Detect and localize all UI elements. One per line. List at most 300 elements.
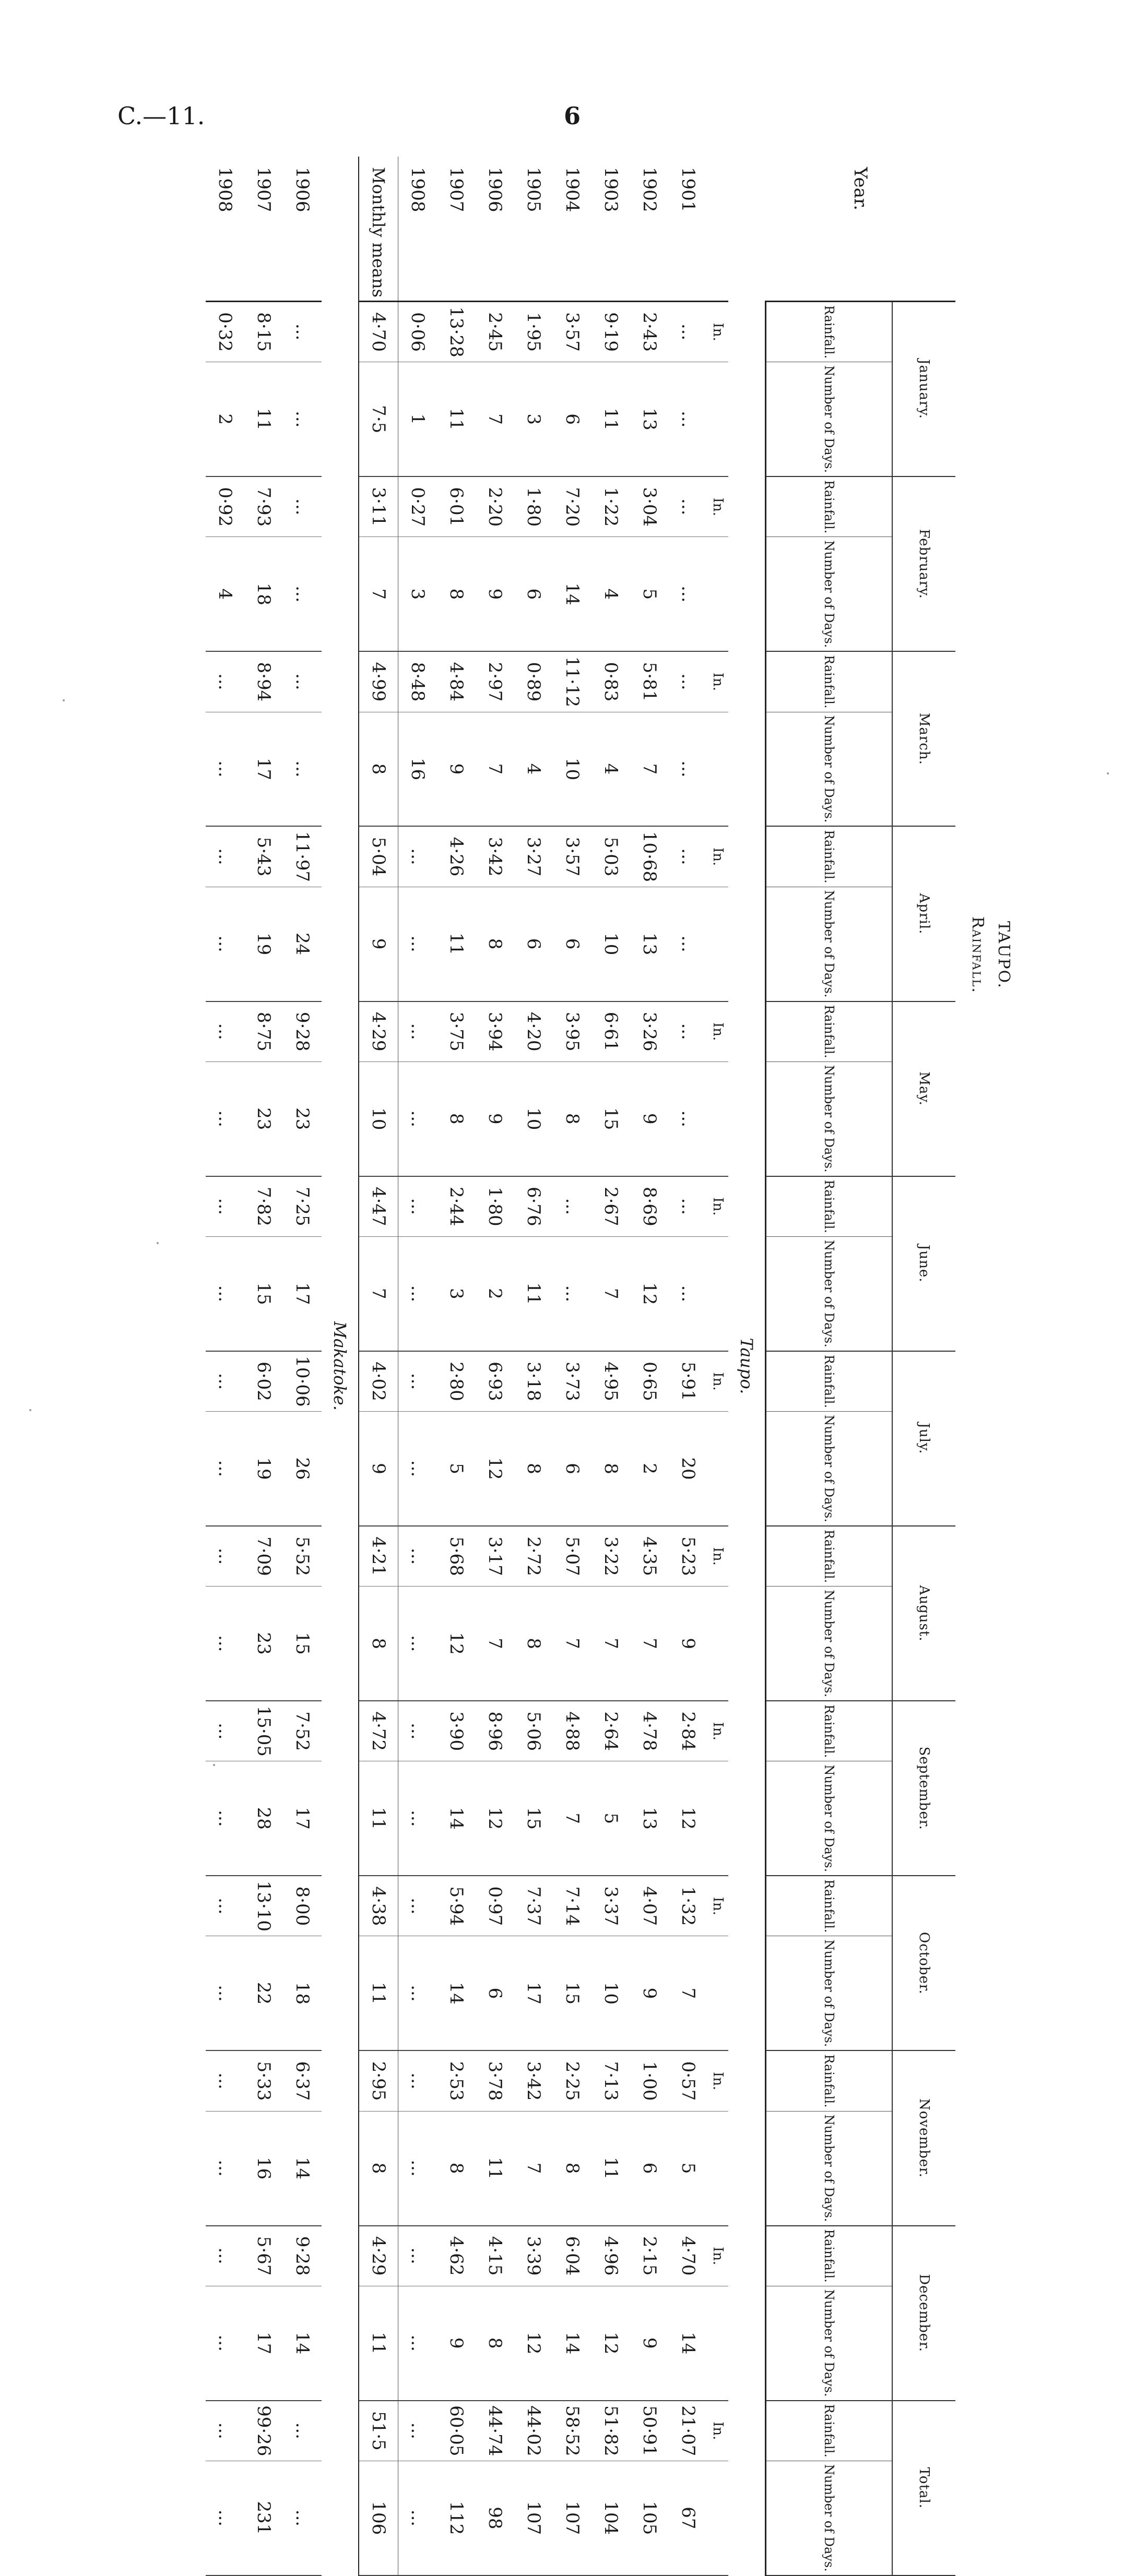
- rainfall-cell: 7·82: [244, 1176, 283, 1237]
- days-cell: ...: [669, 712, 707, 826]
- days-cell: ...: [398, 887, 437, 1001]
- days-cell: 12: [669, 1761, 707, 1876]
- rainfall-cell: 2·72: [514, 1526, 553, 1587]
- days-cell: ...: [398, 1236, 437, 1351]
- days-cell: 13: [630, 362, 669, 476]
- rainfall-cell: 5·07: [553, 1526, 592, 1587]
- year-cell: 1907: [437, 157, 476, 301]
- unit-label: In.: [707, 2401, 728, 2461]
- days-cell: 9: [437, 712, 476, 826]
- rainfall-cell: 6·93: [476, 1351, 514, 1412]
- days-subheader: Number of Days.: [766, 1936, 893, 2050]
- rainfall-cell: 0·92: [206, 476, 244, 537]
- year-cell: 1903: [592, 157, 630, 301]
- rainfall-subheader: Rainfall.: [766, 476, 893, 537]
- unit-label: In.: [707, 2050, 728, 2111]
- table-row: [244, 157, 283, 2575]
- rainfall-cell: 2·20: [476, 476, 514, 537]
- rainfall-cell: 3·26: [630, 1001, 669, 1062]
- rainfall-cell: 8·96: [476, 1701, 514, 1761]
- mean-days-cell: 7: [359, 1236, 398, 1351]
- rainfall-subheader: Rainfall.: [766, 2050, 893, 2111]
- page-header-left: C.—11.: [117, 102, 205, 130]
- days-cell: ...: [283, 537, 322, 651]
- rainfall-cell: 51·82: [592, 2401, 630, 2461]
- rainfall-cell: 3·37: [592, 1876, 630, 1936]
- rainfall-cell: 0·97: [476, 1876, 514, 1936]
- unit-blank: [707, 2286, 728, 2400]
- days-cell: 8: [592, 1412, 630, 1526]
- unit-blank: [707, 362, 728, 476]
- rainfall-subheader: Rainfall.: [766, 651, 893, 712]
- unit-label: In.: [707, 1351, 728, 1412]
- days-cell: ...: [206, 1936, 244, 2050]
- days-cell: 7: [553, 1587, 592, 1701]
- unit-label: In.: [707, 826, 728, 887]
- year-cell: 1902: [630, 157, 669, 301]
- days-cell: ...: [398, 2286, 437, 2400]
- days-cell: ...: [398, 1062, 437, 1176]
- days-cell: 17: [244, 712, 283, 826]
- rainfall-cell: 1·80: [476, 1176, 514, 1237]
- rainfall-cell: 3·17: [476, 1526, 514, 1587]
- days-cell: ...: [206, 712, 244, 826]
- year-cell: 1908: [398, 157, 437, 301]
- days-cell: 17: [244, 2286, 283, 2400]
- rainfall-cell: 8·94: [244, 651, 283, 712]
- rainfall-cell: 7·09: [244, 1526, 283, 1587]
- days-subheader: Number of Days.: [766, 362, 893, 476]
- rainfall-cell: 15·05: [244, 1701, 283, 1761]
- rainfall-cell: 10·06: [283, 1351, 322, 1412]
- rainfall-cell: 1·00: [630, 2050, 669, 2111]
- rainfall-cell: 1·95: [514, 301, 553, 362]
- days-cell: 107: [514, 2461, 553, 2575]
- rainfall-cell: 3·95: [553, 1001, 592, 1062]
- days-cell: 15: [514, 1761, 553, 1876]
- rotated-table-block: [204, 157, 1018, 2572]
- table-row: [283, 157, 322, 2575]
- month-header: June.: [892, 1176, 955, 1351]
- days-cell: 11: [514, 1236, 553, 1351]
- rainfall-cell: 4·15: [476, 2226, 514, 2286]
- rainfall-cell: 2·44: [437, 1176, 476, 1237]
- rainfall-cell: 6·76: [514, 1176, 553, 1237]
- rainfall-subheader: Rainfall.: [766, 1001, 893, 1062]
- rainfall-cell: 3·22: [592, 1526, 630, 1587]
- rainfall-cell: ...: [398, 1176, 437, 1237]
- rainfall-subheader: Rainfall.: [766, 826, 893, 887]
- scan-speck: [213, 1764, 215, 1766]
- days-cell: ...: [283, 2461, 322, 2575]
- rainfall-cell: 4·35: [630, 1526, 669, 1587]
- rainfall-cell: ...: [669, 476, 707, 537]
- month-header: April.: [892, 826, 955, 1001]
- days-cell: 12: [592, 2286, 630, 2400]
- rainfall-cell: 3·18: [514, 1351, 553, 1412]
- rainfall-cell: ...: [669, 301, 707, 362]
- days-cell: 15: [244, 1236, 283, 1351]
- days-cell: 112: [437, 2461, 476, 2575]
- days-cell: 10: [553, 712, 592, 826]
- unit-label: In.: [707, 1001, 728, 1062]
- days-cell: 22: [244, 1936, 283, 2050]
- days-subheader: Number of Days.: [766, 2111, 893, 2225]
- rainfall-cell: 3·78: [476, 2050, 514, 2111]
- days-cell: 23: [283, 1062, 322, 1176]
- days-cell: 3: [437, 1236, 476, 1351]
- days-cell: ...: [398, 2461, 437, 2575]
- days-cell: 16: [398, 712, 437, 826]
- days-cell: 14: [553, 2286, 592, 2400]
- rainfall-cell: 1·80: [514, 476, 553, 537]
- days-cell: 8: [553, 1062, 592, 1176]
- rainfall-cell: 5·68: [437, 1526, 476, 1587]
- scan-speck: [1107, 772, 1109, 774]
- days-cell: 15: [283, 1587, 322, 1701]
- days-cell: 15: [553, 1936, 592, 2050]
- unit-label: In.: [707, 1526, 728, 1587]
- days-cell: 7: [476, 712, 514, 826]
- days-cell: ...: [206, 1587, 244, 1701]
- rainfall-cell: ...: [206, 1701, 244, 1761]
- scan-speck: [157, 1242, 159, 1244]
- rainfall-cell: 5·67: [244, 2226, 283, 2286]
- rainfall-cell: 2·15: [630, 2226, 669, 2286]
- unit-blank: [707, 1587, 728, 1701]
- rainfall-cell: 5·91: [669, 1351, 707, 1412]
- unit-label: In.: [707, 301, 728, 362]
- days-cell: 11: [437, 362, 476, 476]
- mean-days-cell: 8: [359, 712, 398, 826]
- rainfall-cell: ...: [398, 2226, 437, 2286]
- days-cell: ...: [206, 2461, 244, 2575]
- rainfall-cell: 4·84: [437, 651, 476, 712]
- rainfall-cell: 2·45: [476, 301, 514, 362]
- days-cell: 7: [630, 1587, 669, 1701]
- mean-rainfall-cell: 4·70: [359, 301, 398, 362]
- rainfall-cell: ...: [206, 1001, 244, 1062]
- rainfall-cell: 0·27: [398, 476, 437, 537]
- monthly-means-row: [359, 157, 398, 2575]
- days-cell: ...: [669, 362, 707, 476]
- rainfall-cell: 7·13: [592, 2050, 630, 2111]
- mean-days-cell: 8: [359, 2111, 398, 2225]
- days-cell: ...: [398, 1936, 437, 2050]
- rainfall-cell: 6·61: [592, 1001, 630, 1062]
- rainfall-cell: 2·67: [592, 1176, 630, 1237]
- rainfall-cell: 21·07: [669, 2401, 707, 2461]
- rainfall-cell: 5·43: [244, 826, 283, 887]
- days-cell: ...: [553, 1236, 592, 1351]
- mean-rainfall-cell: 3·11: [359, 476, 398, 537]
- rainfall-cell: 4·78: [630, 1701, 669, 1761]
- rainfall-cell: 99·26: [244, 2401, 283, 2461]
- mean-rainfall-cell: 51·5: [359, 2401, 398, 2461]
- days-cell: ...: [398, 2111, 437, 2225]
- days-cell: 11: [437, 887, 476, 1001]
- rainfall-cell: 10·68: [630, 826, 669, 887]
- table-row: [514, 157, 553, 2575]
- rainfall-cell: 13·10: [244, 1876, 283, 1936]
- days-subheader: Number of Days.: [766, 537, 893, 651]
- rainfall-cell: 4·95: [592, 1351, 630, 1412]
- days-cell: 7: [592, 1587, 630, 1701]
- rainfall-cell: 4·26: [437, 826, 476, 887]
- days-cell: 2: [476, 1236, 514, 1351]
- unit-blank: [707, 1236, 728, 1351]
- rainfall-cell: 3·90: [437, 1701, 476, 1761]
- rainfall-cell: 6·02: [244, 1351, 283, 1412]
- days-cell: 107: [553, 2461, 592, 2575]
- rainfall-cell: 3·57: [553, 301, 592, 362]
- days-cell: ...: [669, 537, 707, 651]
- page-number: 6: [564, 102, 581, 130]
- month-header: July.: [892, 1351, 955, 1526]
- days-cell: 10: [592, 1936, 630, 2050]
- days-cell: 6: [553, 1412, 592, 1526]
- rainfall-cell: 6·37: [283, 2050, 322, 2111]
- unit-label: In.: [707, 1176, 728, 1237]
- year-cell: 1905: [514, 157, 553, 301]
- rainfall-cell: 5·81: [630, 651, 669, 712]
- rainfall-cell: 0·65: [630, 1351, 669, 1412]
- rainfall-cell: ...: [283, 301, 322, 362]
- rainfall-cell: 3·57: [553, 826, 592, 887]
- rainfall-cell: 7·93: [244, 476, 283, 537]
- rainfall-cell: 9·28: [283, 2226, 322, 2286]
- days-cell: ...: [206, 2286, 244, 2400]
- days-cell: ...: [206, 887, 244, 1001]
- days-cell: 5: [630, 537, 669, 651]
- days-cell: 12: [514, 2286, 553, 2400]
- unit-label: In.: [707, 2226, 728, 2286]
- days-cell: 14: [283, 2111, 322, 2225]
- rainfall-cell: ...: [669, 1001, 707, 1062]
- rainfall-cell: 58·52: [553, 2401, 592, 2461]
- rainfall-cell: 2·64: [592, 1701, 630, 1761]
- rainfall-cell: ...: [669, 1176, 707, 1237]
- rainfall-subheader: Rainfall.: [766, 1351, 893, 1412]
- rainfall-subheader: Rainfall.: [766, 1526, 893, 1587]
- unit-blank: [707, 2461, 728, 2575]
- rainfall-cell: ...: [206, 651, 244, 712]
- days-cell: ...: [669, 887, 707, 1001]
- days-cell: 6: [553, 362, 592, 476]
- rainfall-cell: ...: [206, 1351, 244, 1412]
- rainfall-cell: 9·28: [283, 1001, 322, 1062]
- rainfall-cell: 0·06: [398, 301, 437, 362]
- rainfall-cell: ...: [206, 1526, 244, 1587]
- days-cell: 23: [244, 1587, 283, 1701]
- days-cell: 10: [514, 1062, 553, 1176]
- rainfall-cell: 3·39: [514, 2226, 553, 2286]
- days-cell: 17: [283, 1761, 322, 1876]
- days-cell: 9: [437, 2286, 476, 2400]
- mean-rainfall-cell: 4·29: [359, 2226, 398, 2286]
- rainfall-cell: ...: [398, 1526, 437, 1587]
- section-row: [322, 157, 359, 2575]
- rainfall-cell: 4·88: [553, 1701, 592, 1761]
- days-cell: 13: [630, 1761, 669, 1876]
- year-cell: 1907: [244, 157, 283, 301]
- days-cell: 6: [514, 537, 553, 651]
- days-cell: ...: [398, 1761, 437, 1876]
- days-cell: ...: [669, 1062, 707, 1176]
- rainfall-cell: 60·05: [437, 2401, 476, 2461]
- days-cell: 14: [283, 2286, 322, 2400]
- rainfall-table: [206, 157, 955, 2576]
- unit-label: In.: [707, 1876, 728, 1936]
- days-cell: 26: [283, 1412, 322, 1526]
- days-cell: ...: [398, 1412, 437, 1526]
- rainfall-cell: 8·75: [244, 1001, 283, 1062]
- days-cell: 19: [244, 887, 283, 1001]
- days-cell: 10: [592, 887, 630, 1001]
- month-header: December.: [892, 2226, 955, 2401]
- days-cell: 11: [592, 2111, 630, 2225]
- rainfall-cell: 3·04: [630, 476, 669, 537]
- days-cell: ...: [206, 1761, 244, 1876]
- days-cell: 6: [630, 2111, 669, 2225]
- rainfall-cell: ...: [669, 826, 707, 887]
- days-cell: 12: [437, 1587, 476, 1701]
- rainfall-cell: 4·20: [514, 1001, 553, 1062]
- rainfall-cell: 2·97: [476, 651, 514, 712]
- rainfall-cell: 7·25: [283, 1176, 322, 1237]
- mean-rainfall-cell: 4·47: [359, 1176, 398, 1237]
- days-subheader: Number of Days.: [766, 2286, 893, 2400]
- scan-speck: [29, 1409, 31, 1411]
- rainfall-cell: ...: [206, 826, 244, 887]
- rainfall-cell: 5·52: [283, 1526, 322, 1587]
- days-cell: 12: [630, 1236, 669, 1351]
- units-row: [707, 157, 728, 2575]
- days-cell: 7: [514, 2111, 553, 2225]
- days-cell: 11: [592, 362, 630, 476]
- mean-days-cell: 9: [359, 887, 398, 1001]
- year-cell: 1906: [283, 157, 322, 301]
- days-cell: 2: [630, 1412, 669, 1526]
- mean-rainfall-cell: 4·99: [359, 651, 398, 712]
- days-cell: 23: [244, 1062, 283, 1176]
- days-cell: 1: [398, 362, 437, 476]
- days-cell: 7: [630, 712, 669, 826]
- rainfall-cell: ...: [206, 2226, 244, 2286]
- rainfall-cell: 44·02: [514, 2401, 553, 2461]
- rainfall-cell: 2·80: [437, 1351, 476, 1412]
- days-subheader: Number of Days.: [766, 1062, 893, 1176]
- days-cell: 11: [476, 2111, 514, 2225]
- rainfall-subheader: Rainfall.: [766, 1701, 893, 1761]
- days-cell: ...: [206, 1412, 244, 1526]
- rainfall-cell: ...: [669, 651, 707, 712]
- subheader-row: [766, 157, 893, 2575]
- unit-blank: [707, 712, 728, 826]
- days-cell: 9: [476, 537, 514, 651]
- days-cell: 8: [437, 1062, 476, 1176]
- rainfall-cell: ...: [398, 2050, 437, 2111]
- days-cell: 9: [630, 1936, 669, 2050]
- section-label: Taupo.: [737, 1338, 756, 1394]
- days-cell: 6: [476, 1936, 514, 2050]
- days-cell: 16: [244, 2111, 283, 2225]
- rainfall-cell: 2·25: [553, 2050, 592, 2111]
- days-cell: 9: [630, 1062, 669, 1176]
- days-cell: 104: [592, 2461, 630, 2575]
- section-row: [728, 157, 766, 2575]
- rainfall-cell: 6·04: [553, 2226, 592, 2286]
- rainfall-cell: 7·20: [553, 476, 592, 537]
- unit-blank: [707, 537, 728, 651]
- days-cell: 5: [592, 1761, 630, 1876]
- month-header: March.: [892, 651, 955, 826]
- table-row: [398, 157, 437, 2575]
- unit-blank: [707, 887, 728, 1001]
- mean-days-cell: 11: [359, 1936, 398, 2050]
- rainfall-cell: ...: [398, 1351, 437, 1412]
- month-header-row: [892, 157, 955, 2575]
- days-cell: 19: [244, 1412, 283, 1526]
- days-cell: 18: [283, 1936, 322, 2050]
- days-cell: 8: [437, 2111, 476, 2225]
- days-subheader: Number of Days.: [766, 2461, 893, 2575]
- days-cell: 7: [476, 362, 514, 476]
- days-cell: 17: [514, 1936, 553, 2050]
- days-cell: ...: [669, 1236, 707, 1351]
- unit-blank: [707, 1062, 728, 1176]
- unit-blank: [707, 1936, 728, 2050]
- rainfall-cell: 0·57: [669, 2050, 707, 2111]
- days-cell: ...: [283, 712, 322, 826]
- days-cell: 3: [398, 537, 437, 651]
- days-cell: 11: [244, 362, 283, 476]
- days-cell: 4: [592, 712, 630, 826]
- table-body: [206, 157, 766, 2575]
- days-cell: 28: [244, 1761, 283, 1876]
- mean-days-cell: 7·5: [359, 362, 398, 476]
- days-cell: ...: [283, 362, 322, 476]
- rainfall-cell: 5·23: [669, 1526, 707, 1587]
- table-row: [669, 157, 707, 2575]
- table-row: [630, 157, 669, 2575]
- rainfall-cell: 13·28: [437, 301, 476, 362]
- rainfall-cell: ...: [206, 1876, 244, 1936]
- rainfall-cell: 3·42: [514, 2050, 553, 2111]
- rainfall-cell: 5·06: [514, 1701, 553, 1761]
- days-cell: 7: [476, 1587, 514, 1701]
- rainfall-cell: 7·14: [553, 1876, 592, 1936]
- rainfall-cell: 50·91: [630, 2401, 669, 2461]
- rainfall-cell: ...: [398, 2401, 437, 2461]
- days-subheader: Number of Days.: [766, 712, 893, 826]
- days-cell: 6: [553, 887, 592, 1001]
- rainfall-cell: 8·15: [244, 301, 283, 362]
- days-cell: 8: [553, 2111, 592, 2225]
- rainfall-cell: 8·69: [630, 1176, 669, 1237]
- days-subheader: Number of Days.: [766, 1236, 893, 1351]
- days-cell: ...: [398, 1587, 437, 1701]
- mean-days-cell: 9: [359, 1412, 398, 1526]
- year-cell: 1908: [206, 157, 244, 301]
- days-cell: 24: [283, 887, 322, 1001]
- days-cell: 7: [553, 1761, 592, 1876]
- mean-rainfall-cell: 2·95: [359, 2050, 398, 2111]
- rainfall-subheader: Rainfall.: [766, 1176, 893, 1237]
- days-cell: 105: [630, 2461, 669, 2575]
- days-cell: 13: [630, 887, 669, 1001]
- unit-blank: [707, 1761, 728, 1876]
